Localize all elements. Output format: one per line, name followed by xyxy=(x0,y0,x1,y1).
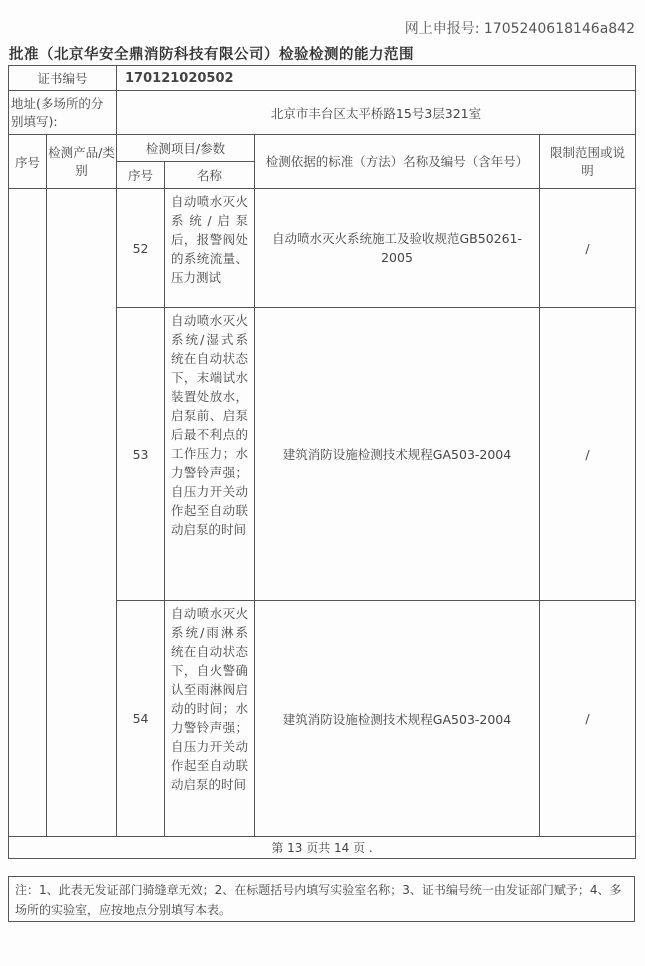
online-application-number: 网上申报号: 1705240618146a842 xyxy=(404,21,635,37)
row-limit: / xyxy=(540,601,636,837)
header-product: 检测产品/类别 xyxy=(47,135,117,189)
row-item-name: 自动喷水灭火系统/雨淋系统在自动状态下，自火警确认至雨淋阀启动的时间；水力警铃声强；自压力开关动作起至自动联动启泵的时间 xyxy=(165,601,255,837)
cert-number-label: 证书编号 xyxy=(9,66,117,91)
row-seq: 52 xyxy=(117,189,165,308)
header-item-name: 名称 xyxy=(165,162,255,189)
product-cell-empty xyxy=(47,189,117,837)
row-item-name: 自动喷水灭火系统/湿式系统在自动状态下，末端试水装置处放水，启泵前、启泵后最不利点的工作压力；水力警铃声强；自压力开关动作起至自动联动启泵的时间 xyxy=(165,308,255,601)
header-item-seq: 序号 xyxy=(117,162,165,189)
header-item-group: 检测项目/参数 xyxy=(117,135,255,162)
row-item-name: 自动喷水灭火系统/启泵后，报警阀处的系统流量、压力测试 xyxy=(165,189,255,308)
document-title: 批准（北京华安全鼎消防科技有限公司）检验检测的能力范围 xyxy=(9,47,414,63)
header-standard: 检测依据的标准（方法）名称及编号（含年号） xyxy=(255,135,540,189)
row-seq: 54 xyxy=(117,601,165,837)
row-seq: 53 xyxy=(117,308,165,601)
row-limit: / xyxy=(540,308,636,601)
footnote: 注：1、此表无发证部门骑缝章无效；2、在标题括号内填写实验室名称；3、证书编号统一由发证部门赋予；4、多场所的实验室，应按地点分别填写本表。 xyxy=(8,876,635,922)
row-standard: 建筑消防设施检测技术规程GA503-2004 xyxy=(255,601,540,837)
seq-cell-empty xyxy=(9,189,47,837)
page-number: 第 13 页共 14 页 . xyxy=(9,837,636,859)
row-standard: 建筑消防设施检测技术规程GA503-2004 xyxy=(255,308,540,601)
header-limit: 限制范围或说明 xyxy=(540,135,636,189)
capability-table xyxy=(8,65,636,859)
address-label: 地址(多场所的分别填写): xyxy=(9,91,117,135)
row-limit: / xyxy=(540,189,636,308)
address-value: 北京市丰台区太平桥路15号3层321室 xyxy=(117,91,636,135)
row-standard: 自动喷水灭火系统施工及验收规范GB50261-2005 xyxy=(255,189,540,308)
cert-number-value: 170121020502 xyxy=(117,66,636,91)
header-seq: 序号 xyxy=(9,135,47,189)
table-row xyxy=(9,189,636,308)
